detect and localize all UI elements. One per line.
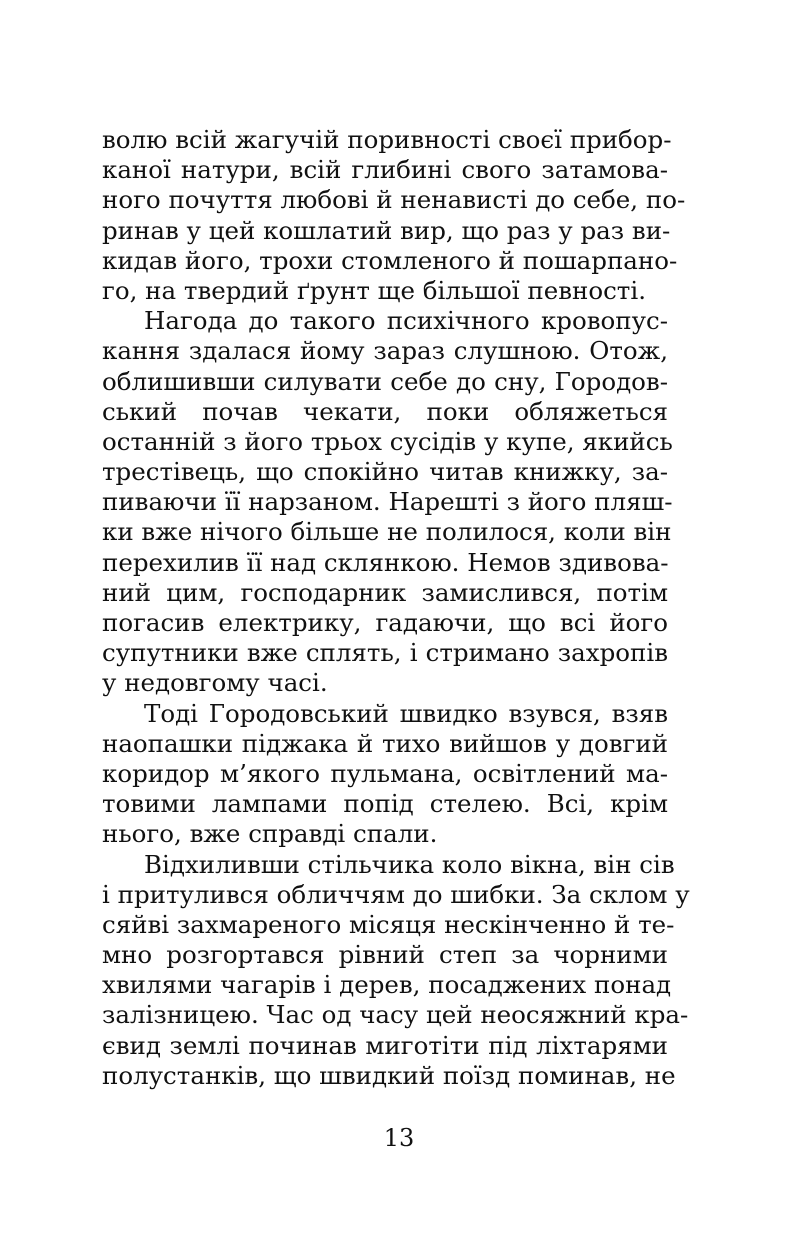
paragraph <box>102 849 690 1092</box>
text-line: залізницею. Час од часу цей неосяжний кра- <box>102 1000 689 1030</box>
text-line: Тоді Городовський швидко взувся, взяв <box>144 698 668 728</box>
text-line: го, на твердий ґрунт ще більшої певності. <box>102 275 646 305</box>
text-line: ки вже нічого більше не полилося, коли він <box>102 517 672 547</box>
paragraph <box>102 699 668 850</box>
text-line: полустанків, що швидкий поїзд поминав, не <box>102 1060 676 1090</box>
text-line: волю всій жагучій поривності своєї прибор- <box>102 125 672 154</box>
text-line: облишивши силувати себе до сну, Городов- <box>102 366 668 396</box>
text-line: кання здалася йому зараз слушною. Отож, <box>102 336 668 366</box>
text-line: супутники вже сплять, і стримано захропів <box>102 638 668 668</box>
text-line: нього, вже справді спали. <box>102 819 438 849</box>
text-line: кидав його, трохи стомленого й пошарпано- <box>102 245 678 275</box>
text-line: останній з його трьох сусідів у купе, якийсь <box>102 426 673 456</box>
text-line: і притулився обличчям до шибки. За склом у <box>102 879 690 909</box>
text-line: Нагода до такого психічного кровопус- <box>144 306 668 336</box>
text-line: каної натури, всій глибині свого затамова- <box>102 155 668 185</box>
text-line: коридор м’якого пульмана, освітлений ма- <box>102 758 668 788</box>
text-line: у недовгому часі. <box>102 668 328 698</box>
text-line: ного почуття любові й ненависті до себе, по- <box>102 185 686 215</box>
text-line: трестівець, що спокійно читав книжку, за- <box>102 457 668 487</box>
text-line: перехилив її над склянкою. Немов здивова- <box>102 547 669 577</box>
text-line: ринав у цей кошлатий вир, що раз у раз ви- <box>102 215 671 245</box>
text-line: мно розгортався рівний степ за чорними <box>102 940 668 970</box>
paragraph <box>102 125 686 306</box>
page-number: 13 <box>383 1124 415 1152</box>
text-line: погасив електрику, гадаючи, що всі його <box>102 608 668 637</box>
body-text <box>102 125 690 1091</box>
text-line: євид землі починав миготіти під ліхтарями <box>102 1030 668 1060</box>
text-line: ський почав чекати, поки обляжеться <box>102 396 668 426</box>
text-line: товими лампами попід стелею. Всі, крім <box>102 789 668 819</box>
text-line: наопашки піджака й тихо вийшов у довгий <box>102 728 668 758</box>
text-line: сяйві захмареного місяця нескінченно й те- <box>102 909 675 939</box>
paragraph <box>102 306 673 698</box>
text-line: пиваючи її нарзаном. Нарешті з його пляш- <box>102 487 673 517</box>
text-line: Відхиливши стільчика коло вікна, він сів <box>144 849 675 879</box>
text-line: хвилями чагарів і дерев, посаджених понад <box>102 970 672 1000</box>
text-line: ний цим, господарник замислився, потім <box>102 577 668 607</box>
